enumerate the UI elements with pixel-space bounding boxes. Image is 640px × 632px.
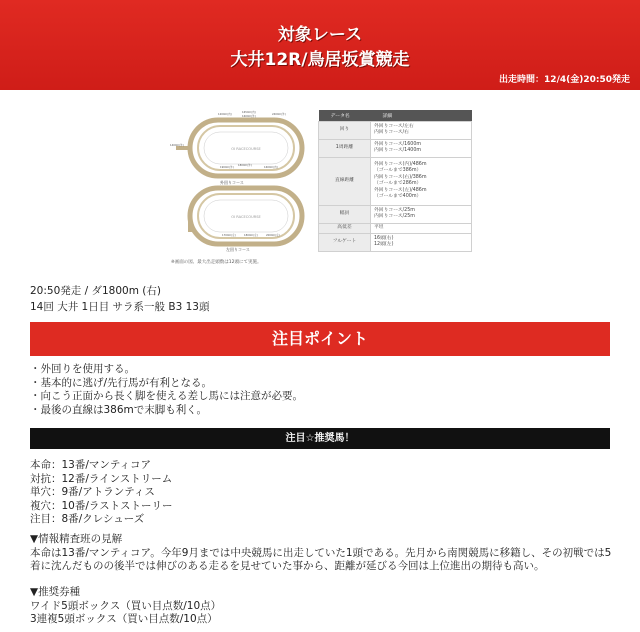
list-item: ワイド5頭ボックス（買い目点数/10点） xyxy=(30,599,222,612)
table-header-row xyxy=(319,110,472,121)
list-item: ・外回りを使用する。 xyxy=(30,363,135,375)
analysis-text: 本命は13番/マンティコア。今年9月までは中央競馬に出走していた1頭である。先月から南関競馬に移籍し、その初戦では5着に沈んだものの後半では伸びのある走るを見せていた事から、距離が延びる今回は上位進出の期待も高い。 xyxy=(30,546,612,573)
row-value: 外回りコース/25m 内回りコース/25m xyxy=(371,205,472,223)
inner-course-label: 左回りコース xyxy=(226,247,250,252)
table-row xyxy=(319,121,472,139)
list-item: 3連複5頭ボックス（買い目点数/10点） xyxy=(30,613,218,626)
race-time-distance: 20:50発走 / ダ1800m (右) xyxy=(30,285,161,297)
course-logo-upper: OI RACECOURSE xyxy=(231,147,261,151)
row-value: 16頭(右) 12頭(左) xyxy=(371,233,472,251)
header-race-title: 大井12R/鳥居坂賞競走 xyxy=(230,50,410,70)
row-label: 幅員 xyxy=(319,205,371,223)
header-banner xyxy=(0,0,640,90)
list-item: 単穴：9番/アトランティス xyxy=(30,486,155,499)
race-info xyxy=(30,283,209,315)
row-label: 1周距離 xyxy=(319,139,371,157)
picks-heading: 注目☆推奨馬！ xyxy=(30,428,610,449)
analysis-section xyxy=(30,533,615,574)
picks-list xyxy=(30,459,172,527)
course-diagram xyxy=(168,108,310,268)
course-logo-lower: OI RACECOURSE xyxy=(231,215,261,219)
dist-label: 1800m(左) xyxy=(244,234,258,237)
row-value: 外回りコース/1600m 内回りコース/1400m xyxy=(371,139,472,157)
list-item: ・向こう正面から長く脚を使える差し馬には注意が必要。 xyxy=(30,390,303,403)
dist-label: 1650m(内) xyxy=(242,111,256,114)
dist-label: 1900m(外) xyxy=(220,166,234,169)
list-item: 本命：13番/マンティコア xyxy=(30,459,152,471)
table-row xyxy=(319,223,472,233)
dist-label: 1400m(外) xyxy=(170,144,184,147)
tickets-section xyxy=(30,586,221,627)
table-header-cell: 詳細 xyxy=(371,110,472,121)
row-label: フルゲート xyxy=(319,233,371,251)
dist-label: 1600m(内) xyxy=(264,166,278,169)
table-row xyxy=(319,233,472,251)
race-meeting: 14回 大井 1日目 サラ系一般 B3 13頭 xyxy=(30,301,210,313)
row-label: 直線距離 xyxy=(319,157,371,205)
outer-course-label: 外回りコース xyxy=(220,180,244,185)
list-item: ・最後の直線は386mで末脚も利く。 xyxy=(30,403,208,416)
dist-label: 1600m(外) xyxy=(242,115,256,118)
table-header-cell: データ名 xyxy=(319,110,371,121)
focus-points xyxy=(30,363,303,417)
list-item: 対抗：12番/ラインストリーム xyxy=(30,472,173,485)
course-data-table xyxy=(318,110,472,252)
analysis-heading: ▼情報精査班の見解 xyxy=(30,533,123,545)
list-item: ・基本的に逃げ/先行馬が有利となる。 xyxy=(30,376,213,389)
dist-label: 2400m(外) xyxy=(272,113,286,116)
row-label: 回り xyxy=(319,121,371,139)
table-row xyxy=(319,205,472,223)
focus-heading: 注目ポイント xyxy=(30,322,610,356)
row-value: 外回りコース/左右 内回りコース/右 xyxy=(371,121,472,139)
dist-label: 1700m(左) xyxy=(222,234,236,237)
row-label: 高低差 xyxy=(319,223,371,233)
tickets-heading: ▼推奨券種 xyxy=(30,586,81,598)
header-title-line1: 対象レース xyxy=(277,25,363,45)
dist-label: 1800m(外) xyxy=(238,164,252,167)
dist-label: 2000m(左) xyxy=(266,234,280,237)
row-value: 外回りコース(内)/486m （ゴールまで386m） 内回りコース(右)/386m （ゴールまで286m） 外回りコース(左)/486m （ゴールまで400m） xyxy=(371,157,472,205)
list-item: 注目：8番/クレシューズ xyxy=(30,513,145,526)
post-time: 出走時間：12/4(金)20:50発走 xyxy=(499,75,630,85)
table-row xyxy=(319,139,472,157)
course-note: ※画面の図、最大出走頭数は12頭にて実施。 xyxy=(171,260,262,265)
table-row xyxy=(319,157,472,205)
dist-label: 1200m(内) xyxy=(218,113,232,116)
row-value: 平坦 xyxy=(371,223,472,233)
course-map-image xyxy=(168,108,310,268)
list-item: 複穴：10番/ラストストーリー xyxy=(30,499,173,512)
